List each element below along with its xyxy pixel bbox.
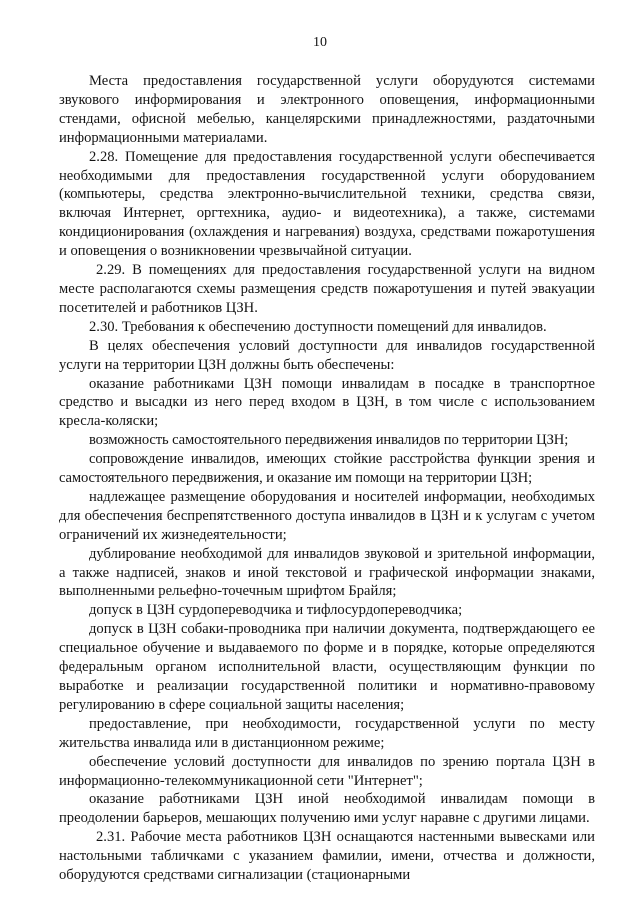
paragraph-accessibility-intro: В целях обеспечения условий доступности для инвалидов государственной услуги на территории ЦЗН должны быть обеспечены:: [59, 337, 595, 373]
list-item-equipment-placement: надлежащее размещение оборудования и носителей информации, необходимых для обеспечения беспрепятственного доступа инвалидов в ЦЗН и к услугам с учетом ограничений их жизнедеятельности;: [59, 488, 595, 543]
paragraph-2-29: 2.29. В помещениях для предоставления государственной услуги на видном месте располагаются схемы размещения средств пожаротушения и путей эвакуации посетителей и работников ЦЗН.: [59, 262, 595, 316]
paragraph-2-31: 2.31. Рабочие места работников ЦЗН оснащаются настенными вывесками или настольными табличками с указанием фамилии, имени, отчества и должности, оборудуются средствами сигнализации (стационарными: [59, 829, 595, 884]
paragraph-equipment-of-service-places: Места предоставления государственной услуги оборудуются системами звукового информирования и электронного оповещения, информационными стендами, офисной мебелью, канцелярскими принадлежностями, раздаточными информационными материалами.: [59, 73, 595, 146]
list-item-remote-service: предоставление, при необходимости, государственной услуги по месту жительства инвалида или в дистанционном режиме;: [59, 715, 595, 751]
list-item-portal-accessibility: обеспечение условий доступности для инвалидов по зрению портала ЦЗН в информационно-телекоммуникационной сети "Интернет";: [59, 753, 595, 789]
document-body: [59, 72, 595, 885]
list-item-braille-duplication: дублирование необходимой для инвалидов звуковой и зрительной информации, а также надписей, знаков и иной текстовой и графической информации знаками, выполненными рельефно-точечным шрифтом Брайля;: [59, 545, 595, 600]
list-item-escort: сопровождение инвалидов, имеющих стойкие расстройства функции зрения и самостоятельного передвижения, и оказание им помощи на территории ЦЗН;: [59, 451, 595, 487]
list-item-transport-assistance: оказание работниками ЦЗН помощи инвалидам в посадке в транспортное средство и высадки из него перед входом в ЦЗН, в том числе с использованием кресла-коляски;: [59, 375, 595, 430]
paragraph-2-30: 2.30. Требования к обеспечению доступности помещений для инвалидов.: [89, 318, 547, 335]
page-number: 10: [313, 35, 327, 50]
list-item-barrier-assistance: оказание работниками ЦЗН иной необходимой инвалидам помощи в преодолении барьеров, мешающих получению ими услуг наравне с другими лицами.: [59, 791, 595, 827]
paragraph-2-28: 2.28. Помещение для предоставления государственной услуги обеспечивается необходимыми для предоставления государственной услуги оборудованием (компьютеры, средства электронно-вычислительной техники, средства связи, включая Интернет, оргтехника, аудио- и видеотехника), а также, системами кондиционирования (охлаждения и нагревания) воздуха, средствами пожаротушения и оповещения о возникновении чрезвычайной ситуации.: [59, 148, 595, 260]
list-item-guide-dog: допуск в ЦЗН собаки-проводника при наличии документа, подтверждающего ее специальное обучение и выдаваемого по форме и в порядке, которые определяются федеральным органом исполнительной власти, осуществляющим функции по выработке и реализации государственной политики и нормативно-правовому регулированию в сфере социальной защиты населения;: [59, 621, 595, 713]
list-item-independent-movement: возможность самостоятельного передвижения инвалидов по территории ЦЗН;: [89, 432, 569, 449]
list-item-sign-interpreter: допуск в ЦЗН сурдопереводчика и тифлосурдопереводчика;: [89, 602, 463, 619]
